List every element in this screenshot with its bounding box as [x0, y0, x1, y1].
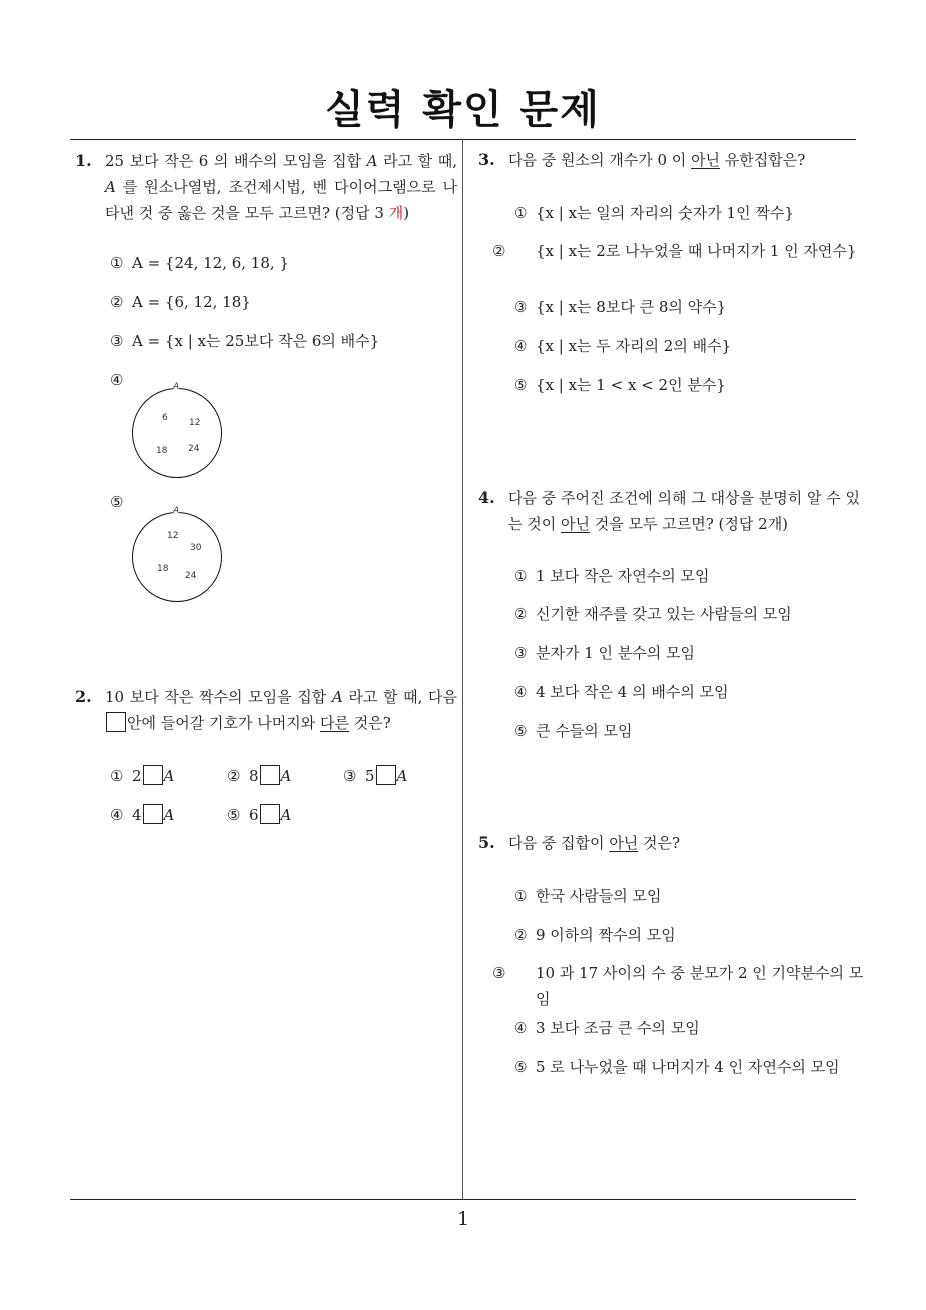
page-title: 실력 확인 문제 [325, 87, 601, 133]
q3-option-1[interactable]: ① {x | x는 일의 자리의 숫자가 1인 짝수} [514, 204, 794, 222]
q4-option-2[interactable]: ② 신기한 재주를 갖고 있는 사람들의 모임 [514, 605, 792, 623]
q1-option-5[interactable]: ⑤ [110, 493, 124, 511]
venn-element: 12 [167, 531, 179, 541]
q5-option-3[interactable]: ③ 10 과 17 사이의 수 중 분모가 2 인 기약분수의 모임 [492, 964, 864, 1008]
q3-option-2[interactable]: ② {x | x는 2로 나누었을 때 나머지가 1 인 자연수} [492, 242, 857, 260]
q2-option-2[interactable]: ② 8 A [227, 767, 292, 785]
blank-box [260, 765, 280, 785]
question-text: 다음 중 집합이 아닌 것은? [508, 834, 681, 852]
q2-option-5[interactable]: ⑤ 6 A [227, 806, 292, 824]
q3-option-5[interactable]: ⑤ {x | x는 1 < x < 2인 분수} [514, 376, 726, 394]
venn-element: 18 [156, 446, 168, 456]
blank-box [106, 712, 126, 732]
blank-box [143, 804, 163, 824]
question-1 [75, 148, 460, 228]
q5-option-5[interactable]: ⑤ 5 로 나누었을 때 나머지가 4 인 자연수의 모임 [514, 1058, 840, 1076]
venn-label: A [173, 506, 180, 516]
venn-diagram-5 [132, 505, 224, 601]
question-text: 다음 중 주어진 조건에 의해 그 대상을 분명히 알 수 있는 것이 아닌 것을 모두 고르면? (정답 2개) [508, 489, 860, 533]
question-number: 5. [478, 833, 495, 852]
question-text: 25 보다 작은 6 의 배수의 모임을 집합 A 라고 할 때, A 를 원소나열법, 조건제시법, 벤 다이어그램으로 나타낸 것 중 옳은 것을 모두 고르면? (정답 3 개) [105, 152, 457, 222]
q4-option-5[interactable]: ⑤ 큰 수들의 모임 [514, 722, 633, 740]
q5-option-2[interactable]: ② 9 이하의 짝수의 모임 [514, 926, 676, 944]
q1-option-4[interactable]: ④ [110, 371, 124, 389]
q3-option-3[interactable]: ③ {x | x는 8보다 큰 8의 약수} [514, 298, 727, 316]
answer-count-highlight: 개 [388, 204, 404, 222]
venn-label: A [173, 382, 180, 392]
venn-element: 6 [162, 413, 168, 423]
bottom-rule [70, 1199, 856, 1200]
question-text: 다음 중 원소의 개수가 0 이 아닌 유한집합은? [508, 151, 806, 169]
q2-option-3[interactable]: ③ 5 A [343, 767, 408, 785]
q1-option-1[interactable]: ① A = {24, 12, 6, 18, } [110, 254, 289, 272]
q2-option-4[interactable]: ④ 4 A [110, 806, 175, 824]
column-divider [462, 139, 463, 1199]
q2-option-1[interactable]: ① 2 A [110, 767, 175, 785]
q1-option-3[interactable]: ③ A = {x | x는 25보다 작은 6의 배수} [110, 332, 380, 350]
question-number: 2. [75, 687, 92, 706]
top-rule [70, 139, 856, 140]
question-number: 1. [75, 151, 92, 170]
venn-circle [132, 388, 222, 478]
q5-option-1[interactable]: ① 한국 사람들의 모임 [514, 887, 662, 905]
q5-option-4[interactable]: ④ 3 보다 조금 큰 수의 모임 [514, 1019, 700, 1037]
blank-box [376, 765, 396, 785]
venn-diagram-4 [132, 384, 224, 480]
question-4 [478, 485, 863, 541]
question-number: 3. [478, 150, 495, 169]
page-number: 1 [456, 1208, 470, 1230]
q4-option-3[interactable]: ③ 분자가 1 인 분수의 모임 [514, 644, 696, 662]
q4-option-1[interactable]: ① 1 보다 작은 자연수의 모임 [514, 567, 710, 585]
q4-option-4[interactable]: ④ 4 보다 작은 4 의 배수의 모임 [514, 683, 729, 701]
blank-box [143, 765, 163, 785]
venn-element: 18 [157, 564, 169, 574]
blank-box [260, 804, 280, 824]
q1-option-2[interactable]: ② A = {6, 12, 18} [110, 293, 251, 311]
venn-element: 24 [185, 571, 197, 581]
question-text: 10 보다 작은 짝수의 모임을 집합 A 라고 할 때, 다음 안에 들어갈 기호가 나머지와 다른 것은? [105, 688, 458, 732]
question-2 [75, 684, 460, 740]
q3-option-4[interactable]: ④ {x | x는 두 자리의 2의 배수} [514, 337, 732, 355]
question-5 [478, 830, 863, 860]
venn-element: 24 [188, 444, 200, 454]
venn-circle [132, 512, 222, 602]
question-3 [478, 147, 863, 177]
venn-element: 30 [190, 543, 202, 553]
question-number: 4. [478, 488, 495, 507]
venn-element: 12 [189, 418, 201, 428]
